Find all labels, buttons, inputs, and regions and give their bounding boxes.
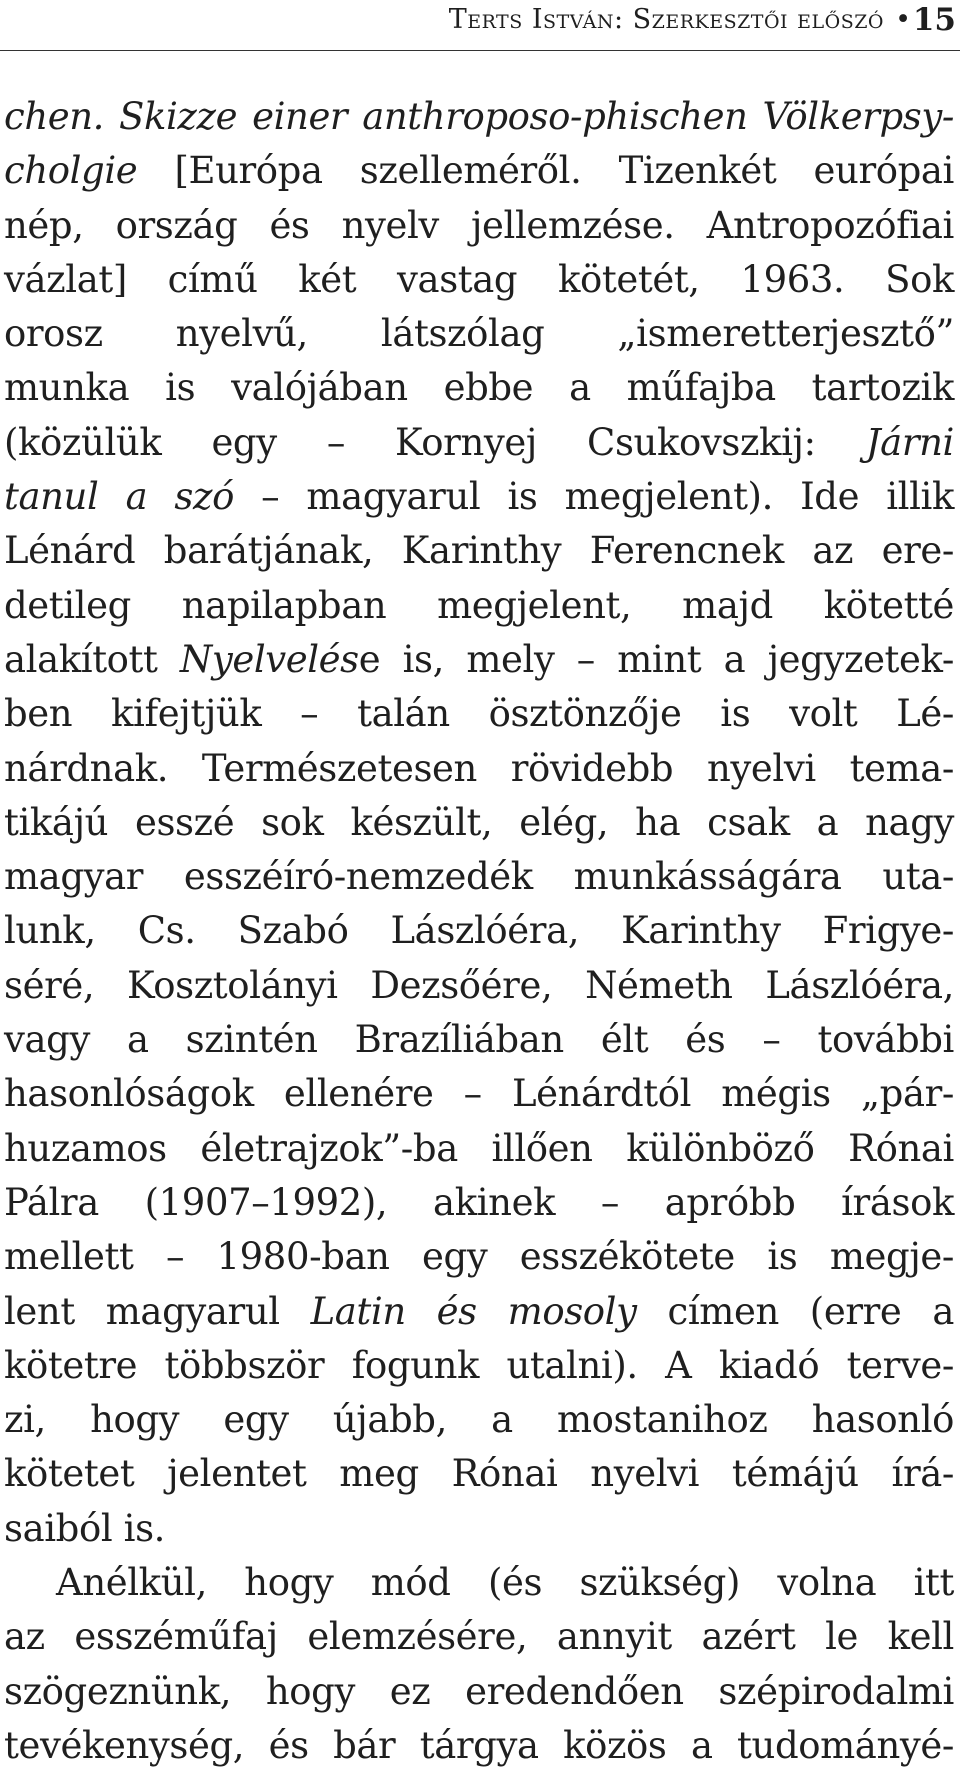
italic-text: Nyelvelés: [179, 637, 359, 681]
italic-text: tanul a szó: [4, 475, 234, 519]
text-line: vázlat] című két vastag kötetét, 1963. Sok: [4, 257, 954, 301]
text-line: tanul a szó – magyarul is megjelent). Ide illik: [4, 475, 955, 519]
page-number: 15: [912, 2, 956, 38]
text-line: szögeznünk, hogy ez eredendően szépirodalmi: [4, 1669, 954, 1713]
text-line: Anélkül, hogy mód (és szükség) volna itt: [56, 1561, 954, 1605]
text-line: ben kifejtjük – talán ösztönzője is volt Lé-: [4, 692, 954, 736]
text-line: vagy a szintén Brazíliában élt és – további: [4, 1018, 954, 1062]
text-line: séré, Kosztolányi Dezsőére, Németh Lászlóéra,: [4, 963, 954, 1007]
italic-text: cholgie: [4, 149, 138, 193]
text-line: Pálra (1907–1992), akinek – apróbb írások: [4, 1180, 954, 1224]
text-line: az esszéműfaj elemzésére, annyit azért le kell: [4, 1615, 954, 1659]
italic-text: Járni: [865, 420, 954, 464]
text-line: cholgie [Európa szelleméről. Tizenkét európai: [4, 149, 954, 193]
text-line: lunk, Cs. Szabó Lászlóéra, Karinthy Frigye-: [4, 909, 954, 953]
text-line: orosz nyelvű, látszólag „ismeretterjesztő”: [4, 312, 954, 356]
running-head: [0, 0, 960, 51]
text-line: kötetet jelentet meg Rónai nyelvi témájú írá-: [4, 1452, 954, 1496]
text-line: nárdnak. Természetesen rövidebb nyelvi tema-: [4, 746, 954, 790]
text-line: lent magyarul Latin és mosoly címen (erre a: [4, 1289, 954, 1333]
italic-text: chen. Skizze einer anthroposo-phischen Völkerpsy-: [4, 95, 954, 138]
text-line: huzamos életrajzok”-ba illően különböző Rónai: [4, 1126, 954, 1170]
text-line: nép, ország és nyelv jellemzése. Antropozófiai: [4, 203, 954, 247]
text-line: detileg napilapban megjelent, majd kötetté: [4, 583, 954, 627]
text-line: tikájú esszé sok készült, elég, ha csak a nagy: [4, 800, 954, 844]
text-line: Lénárd barátjának, Karinthy Ferencnek az ere-: [4, 529, 954, 573]
text-line: hasonlóságok ellenére – Lénárdtól mégis „pár-: [4, 1072, 954, 1116]
text-line: mellett – 1980-ban egy esszékötete is megje-: [4, 1235, 954, 1279]
text-line: munka is valójában ebbe a műfajba tartozik: [4, 366, 954, 410]
text-line: saiból is.: [4, 1506, 166, 1550]
text-line: (közülük egy – Kornyej Csukovszkij: Járni: [4, 420, 954, 464]
text-line: magyar esszéíró-nemzedék munkásságára uta-: [4, 855, 954, 899]
text-line: [4, 90, 954, 144]
italic-text: Latin és mosoly: [310, 1289, 637, 1333]
body-text: [4, 90, 954, 1773]
text-line: kötetre többször fogunk utalni). A kiadó terve-: [4, 1343, 954, 1387]
running-head-title: Terts István: Szerkesztői előszó: [448, 4, 884, 35]
text-line: tevékenység, és bár tárgya közös a tudományé-: [4, 1723, 954, 1767]
text-line: zi, hogy egy újabb, a mostanihoz hasonló: [4, 1398, 954, 1442]
bullet-separator: •: [895, 4, 911, 35]
text-line: alakított Nyelvelése is, mely – mint a jegyzetek-: [4, 637, 954, 681]
